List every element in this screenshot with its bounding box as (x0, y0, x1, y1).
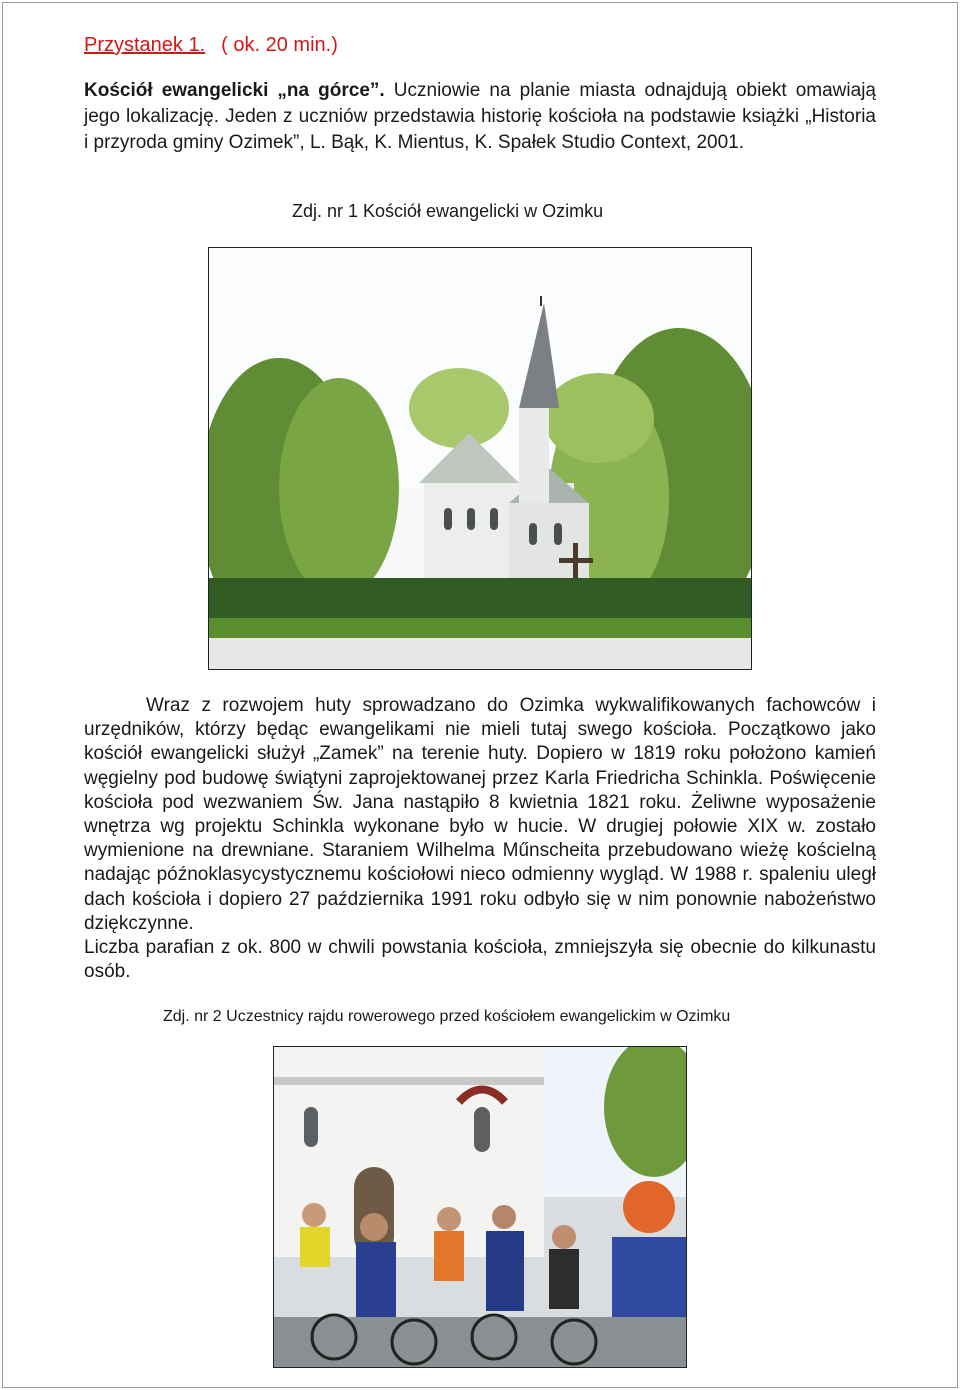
intro-bold: Kościół ewangelicki „na górce”. (84, 80, 385, 101)
photo2-caption: Zdj. nr 2 Uczestnicy rajdu rowerowego przed kościołem ewangelickim w Ozimku (163, 1008, 731, 1025)
church-photo (208, 247, 752, 670)
history-paragraph: Wraz z rozwojem huty sprowadzano do Ozimka wykwalifikowanych fachowców i urzędników, którzy będąc ewangelikami nie mieli tutaj swego kościoła. Początkowo jako kościół ewangelicki służył „Zamek” na terenie huty. Dopiero w 1819 roku położono kamień węgielny pod budowę świątyni zaprojektowanej przez Karla Friedricha Schinkla. Poświęcenie kościoła pod wezwaniem Św. Jana nastąpiło 8 kwietnia 1821 roku. Żeliwne wyposażenie wnętrza wg projektu Schinkla wykonane było w hucie. W drugiej połowie XIX w. zostało wymienione na drewniane. Staraniem Wilhelma Műnscheita przebudowano wieżę kościelną nadając późnoklasycystycznemu kościołowi nieco odmienny wygląd. W 1988 r. spaleniu uległ dach kościoła i dopiero 27 października 1991 roku odbyło się w nim ponownie nabożeństwo dziękczynne. (84, 695, 876, 934)
history-text (84, 694, 876, 984)
photo1-caption: Zdj. nr 1 Kościół ewangelicki w Ozimku (292, 201, 604, 221)
cyclists-photo (273, 1046, 687, 1368)
parish-paragraph: Liczba parafian z ok. 800 w chwili powstania kościoła, zmniejszyła się obecnie do kilkunastu osób. (84, 937, 876, 983)
intro-text: Uczniowie na planie miasta odnajdują obiekt omawiają jego lokalizację. Jeden z uczniów przedstawia historię kościoła na podstawie książki „Historia i przyroda gminy Ozimek”, L. Bąk, K. Mientus, K. Spałek Studio Context, 2001. (84, 80, 876, 153)
stop-title: Przystanek 1. (84, 34, 206, 56)
stop-heading (84, 34, 338, 57)
intro-paragraph (84, 78, 876, 156)
stop-duration: ( ok. 20 min.) (221, 34, 338, 56)
